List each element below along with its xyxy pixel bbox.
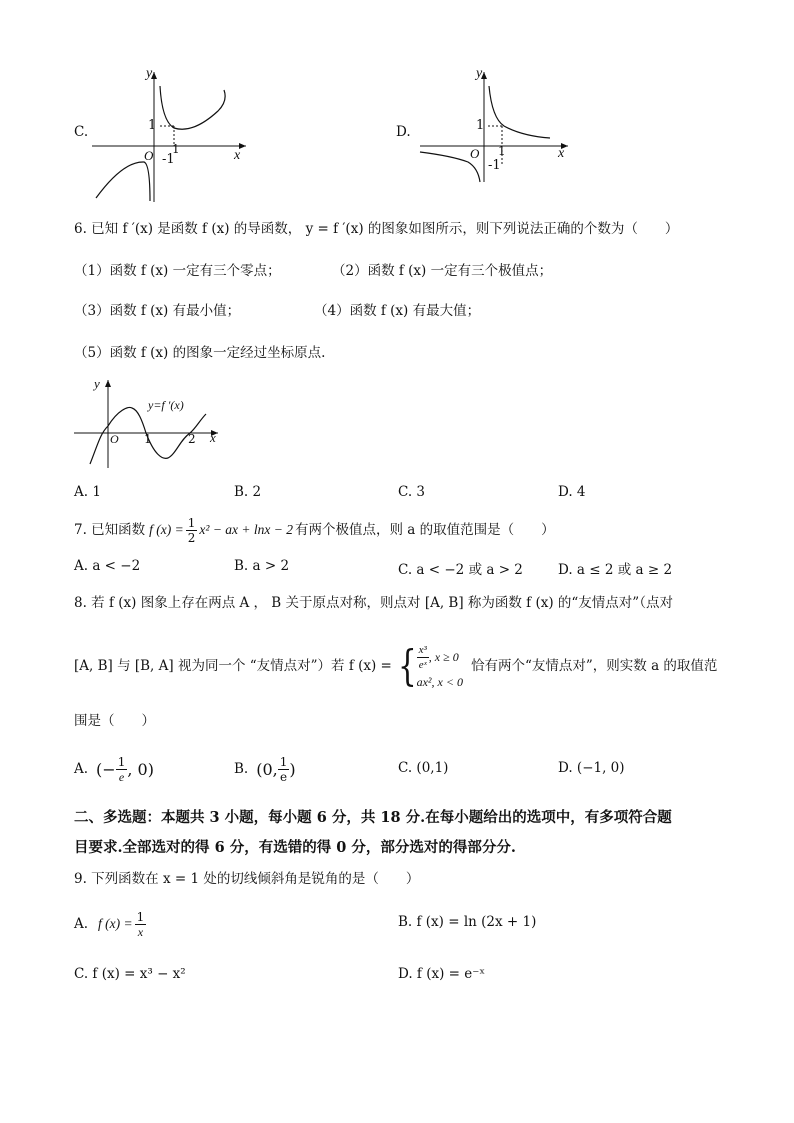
graph-d — [392, 66, 582, 186]
q8-option-b-label: B. — [234, 761, 249, 777]
q7-expr: x² − ax + lnx − 2 — [199, 522, 294, 537]
graph-d-onex: 1 — [498, 144, 506, 158]
q8-piece1-frac — [417, 643, 429, 672]
graph-d-label: D. — [396, 124, 411, 140]
q8-brace: { — [397, 641, 417, 690]
section2-line2: 目要求.全部选对的得 6 分，有选错的得 0 分，部分选对的得部分分. — [74, 839, 516, 856]
q8-option-a-frac — [116, 755, 128, 784]
graph-c — [68, 66, 258, 206]
q8-line2-suffix: 恰有两个“友情点对”，则实数 a 的取值范 — [470, 658, 718, 674]
graph-d-plot — [392, 66, 582, 186]
q9-stem: 9. 下列函数在 x = 1 处的切线倾斜角是锐角的是（ ） — [74, 871, 420, 887]
q8-line2 — [74, 636, 717, 696]
q8-option-d[interactable]: D. (−1, 0) — [558, 760, 625, 776]
q8-option-b-den: e — [280, 769, 288, 784]
q8-option-b-post: ) — [289, 759, 296, 779]
q9-option-a-fx: f (x) = — [98, 916, 133, 931]
q6-item-2: （2）函数 f (x) 一定有三个极值点； — [332, 263, 553, 279]
q8-line3: 围是（ ） — [74, 713, 155, 729]
q6-stem: 6. 已知 f ′(x) 是函数 f (x) 的导函数， y = f ′(x) 的图象如图所示，则下列说法正确的个数为（ ） — [74, 221, 679, 237]
q8-option-a-post: , 0) — [127, 759, 154, 779]
q9-option-a-frac — [135, 910, 147, 939]
q6-item-4: （4）函数 f (x) 有最大值； — [314, 303, 481, 319]
q8-pieces — [417, 643, 463, 690]
q9-option-a-den: x — [137, 924, 144, 939]
q6-option-a[interactable]: A. 1 — [74, 484, 101, 500]
q6-graph-x: x — [210, 430, 216, 445]
q6-option-b[interactable]: B. 2 — [234, 484, 262, 500]
q8-option-b[interactable] — [234, 752, 296, 786]
q9-option-d[interactable]: D. f (x) = e⁻ˣ — [398, 966, 486, 982]
q6-option-c[interactable]: C. 3 — [398, 484, 426, 500]
graph-d-negone: -1 — [488, 158, 501, 173]
q8-option-a[interactable] — [74, 752, 154, 786]
q8-piece1-num: x³ — [418, 643, 427, 656]
q8-option-a-num: 1 — [117, 754, 126, 769]
q7-fx: f (x) = — [149, 522, 184, 537]
q8-option-b-num: 1 — [279, 754, 288, 769]
graph-d-o: O — [470, 146, 480, 161]
graph-c-y: y — [146, 66, 153, 81]
q8-line2-prefix: [A, B] 与 [B, A] 视为同一个 “友情点对”）若 f (x) = — [74, 658, 392, 674]
q7-option-a[interactable]: A. a < −2 — [74, 558, 141, 574]
q9-option-b[interactable]: B. f (x) = ln (2x + 1) — [398, 914, 537, 930]
q6-graph-y: y — [94, 376, 100, 391]
q9-option-a[interactable] — [74, 906, 146, 942]
graph-d-one: 1 — [476, 118, 485, 133]
q8-option-a-pre: (− — [96, 759, 116, 779]
q7-stem-suffix: 有两个极值点，则 a 的取值范围是（ ） — [295, 522, 555, 538]
q7-stem-prefix: 7. 已知函数 — [74, 522, 146, 538]
q6-graph — [70, 374, 230, 470]
graph-c-plot — [68, 66, 258, 206]
q6-item-1: （1）函数 f (x) 一定有三个零点； — [74, 263, 281, 279]
q8-piece2: ax², x < 0 — [416, 674, 463, 689]
graph-d-y: y — [476, 66, 483, 81]
q8-line1: 8. 若 f (x) 图象上存在两点 A ， B 关于原点对称，则点对 [A, B] 称为函数 f (x) 的“友情点对”（点对 — [74, 595, 673, 611]
q8-piece1-den: eˣ — [418, 658, 427, 671]
q9-option-a-num: 1 — [136, 909, 145, 924]
q7-fraction — [186, 516, 198, 545]
q7-frac-num: 1 — [187, 515, 196, 530]
q8-option-a-label: A. — [74, 761, 89, 777]
q9-option-a-label: A. — [74, 916, 89, 932]
q8-option-b-pre: (0, — [256, 759, 278, 779]
q6-item-5: （5）函数 f (x) 的图象一定经过坐标原点. — [74, 345, 326, 361]
q6-option-d[interactable]: D. 4 — [558, 484, 586, 500]
graph-c-o: O — [144, 148, 154, 163]
q6-graph-o: O — [110, 432, 119, 446]
graph-c-label: C. — [74, 124, 89, 140]
q6-item-3: （3）函数 f (x) 有最小值； — [74, 303, 241, 319]
q7-frac-den: 2 — [187, 530, 196, 545]
q7-option-d[interactable]: D. a ≤ 2 或 a ≥ 2 — [558, 562, 673, 578]
q6-graph-curve-label: y=f ′(x) — [148, 398, 184, 412]
q8-piece1-cond: , x ≥ 0 — [428, 649, 459, 664]
section2-line1: 二、多选题：本题共 3 小题，每小题 6 分，共 18 分.在每小题给出的选项中，有多项符合题 — [74, 809, 672, 826]
q9-option-c[interactable]: C. f (x) = x³ − x² — [74, 966, 186, 982]
graph-c-one: 1 — [148, 118, 157, 133]
q7-option-b[interactable]: B. a > 2 — [234, 558, 290, 574]
q8-option-b-frac — [278, 755, 290, 784]
q7-option-c[interactable]: C. a < −2 或 a > 2 — [398, 562, 523, 578]
graph-d-x: x — [558, 146, 565, 161]
q6-graph-two: 2 — [188, 432, 196, 446]
q8-option-c[interactable]: C. (0,1) — [398, 760, 449, 776]
q6-graph-one: 1 — [144, 432, 152, 446]
q7-stem — [74, 512, 555, 548]
q8-option-a-den: e — [118, 769, 125, 784]
graph-c-onex: 1 — [172, 142, 180, 156]
graph-c-x: x — [234, 148, 241, 163]
graph-c-negone: -1 — [162, 152, 175, 167]
